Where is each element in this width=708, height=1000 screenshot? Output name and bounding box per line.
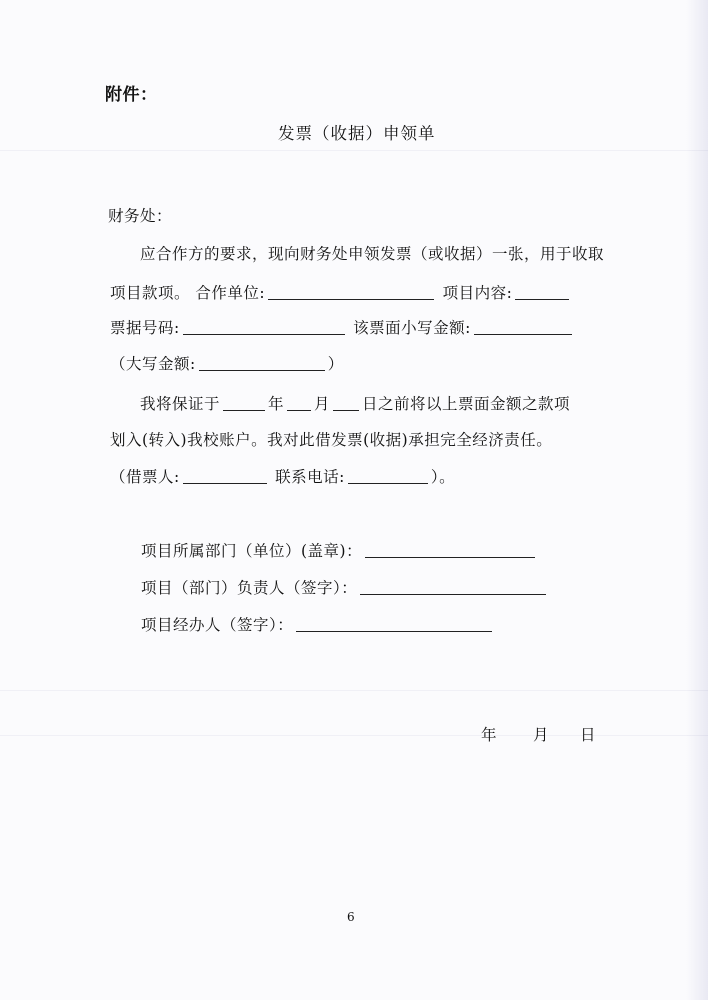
request-text-line1: 应合作方的要求，现向财务处申领发票（或收据）一张，用于收取 [140,245,605,263]
content-label: 项目内容: [442,284,513,302]
dept-seal-field[interactable] [365,542,535,558]
amount-words-label: （大写金额: [110,355,196,373]
head-signature-field[interactable] [360,579,546,595]
guarantee-rest: 日之前将以上票面金额之款项 [362,395,571,413]
amount-figures-field[interactable] [474,319,572,335]
partner-field[interactable] [268,284,434,300]
salutation: 财务处： [108,207,173,225]
invoice-number-label: 票据号码: [110,319,180,337]
guarantee-month-label: 月 [314,395,331,413]
date-day: 日 [580,726,597,744]
guarantee-year-field[interactable] [223,395,265,411]
invoice-line [110,318,575,338]
head-line [141,578,549,598]
guarantee-label: 我将保证于 [140,395,221,413]
amount-words-close: ） [327,355,344,373]
project-line [110,283,572,303]
amount-words-line [110,354,344,374]
scan-fold-line [0,690,708,691]
partner-label: 项目款项。 合作单位: [110,284,266,302]
invoice-number-field[interactable] [183,319,345,335]
handler-label: 项目经办人（签字）： [141,616,294,634]
handler-signature-field[interactable] [296,616,492,632]
date-year: 年 [481,726,498,744]
scan-fold-line [0,735,708,736]
borrower-field[interactable] [183,468,267,484]
attachment-label: 附件： [105,85,158,105]
dept-line [141,541,538,561]
guarantee-month-field[interactable] [287,395,311,411]
head-label: 项目（部门）负责人（签字）： [141,579,358,597]
borrower-close: ）。 [430,468,456,486]
dept-label: 项目所属部门（单位）(盖章)： [141,542,363,560]
amount-words-field[interactable] [199,355,325,371]
guarantee-day-field[interactable] [333,395,359,411]
scan-fold-line [0,150,708,151]
guarantee-year-label: 年 [268,395,285,413]
phone-label: 联系电话: [275,468,345,486]
guarantee-line [140,394,570,414]
responsibility-text: 划入(转入)我校账户。我对此借发票(收据)承担完全经济责任。 [110,431,553,449]
page-number: 6 [347,910,356,924]
date-month: 月 [533,726,550,744]
content-field[interactable] [515,284,569,300]
phone-field[interactable] [348,468,428,484]
form-title: 发票（收据）申领单 [278,124,436,143]
borrower-label: （借票人: [110,468,180,486]
handler-line [141,615,495,635]
borrower-line [110,467,455,487]
amount-figures-label: 该票面小写金额: [353,319,471,337]
